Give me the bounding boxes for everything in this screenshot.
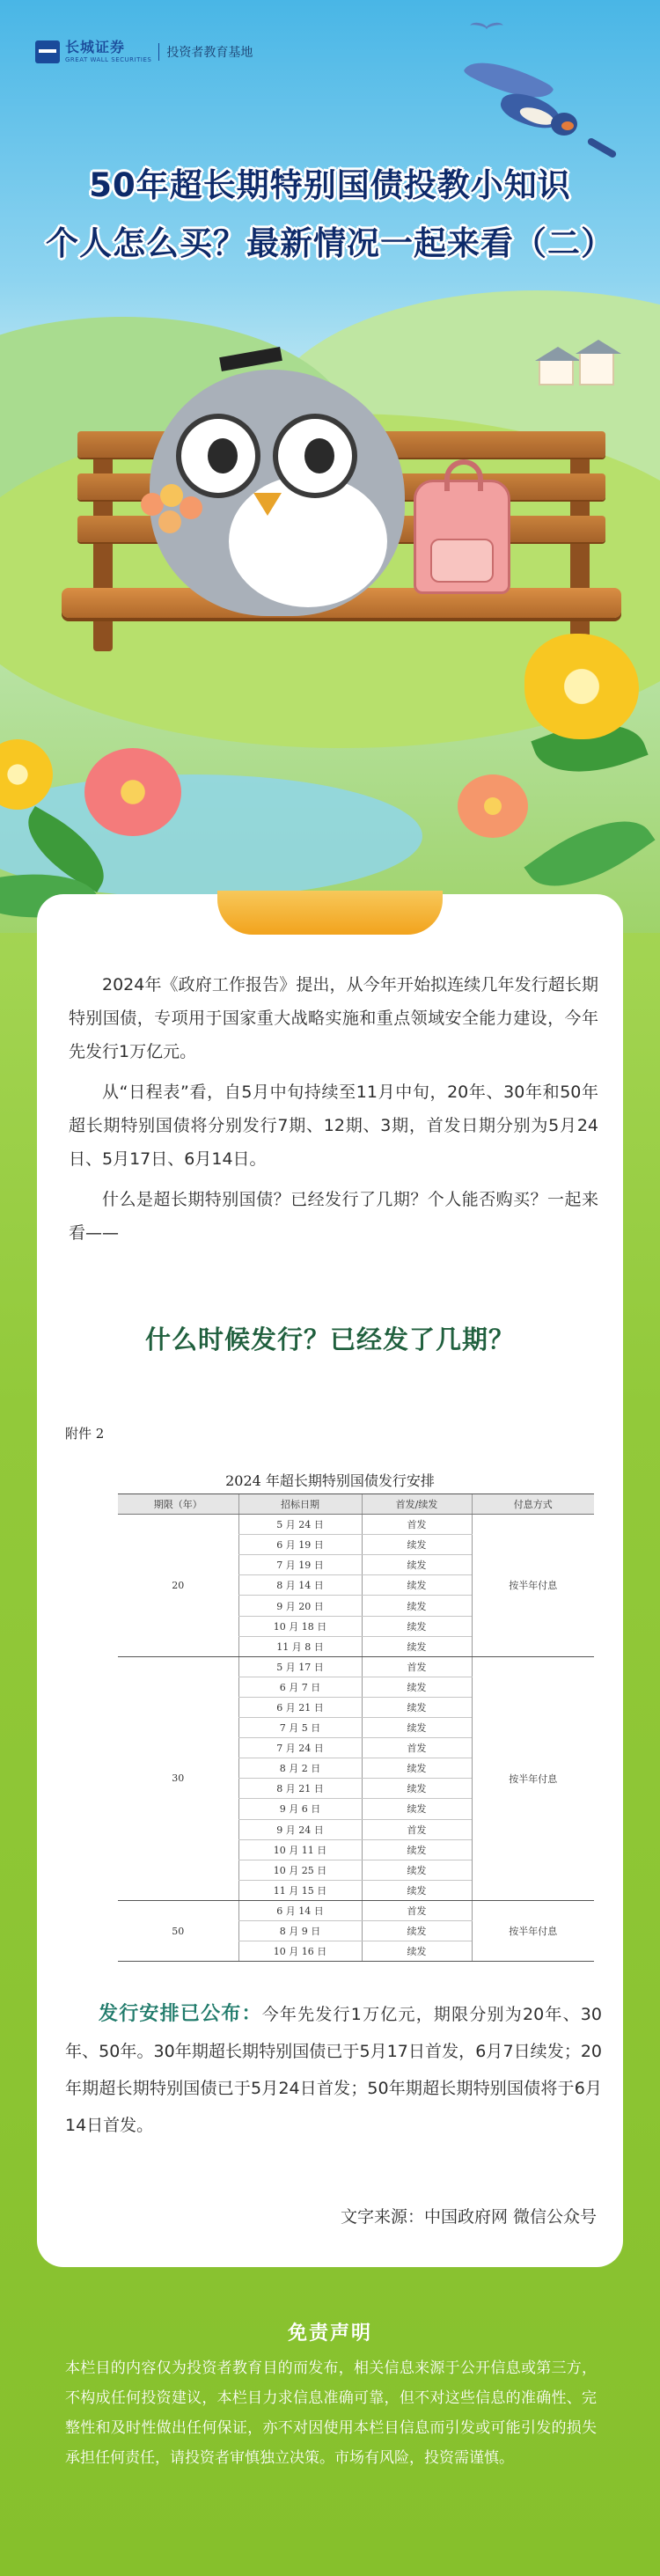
issue-type-cell: 续发 xyxy=(362,1535,472,1555)
auction-date-cell: 10 月 16 日 xyxy=(238,1941,362,1962)
issue-type-cell: 续发 xyxy=(362,1575,472,1596)
auction-date-cell: 6 月 21 日 xyxy=(238,1697,362,1717)
interest-method-cell: 按半年付息 xyxy=(472,1515,594,1657)
brand-logo xyxy=(35,37,253,67)
auction-date-cell: 5 月 24 日 xyxy=(238,1515,362,1535)
content-card xyxy=(37,894,623,2267)
header-interest-method: 付息方式 xyxy=(472,1494,594,1515)
interest-method-cell: 按半年付息 xyxy=(472,1900,594,1961)
auction-date-cell: 9 月 20 日 xyxy=(238,1596,362,1616)
auction-date-cell: 10 月 25 日 xyxy=(238,1860,362,1880)
section-title: 什么时候发行？已经发了几期？ xyxy=(144,1325,515,1354)
page-title xyxy=(0,157,660,273)
intro-section xyxy=(69,968,598,1257)
issue-type-cell: 续发 xyxy=(362,1697,472,1717)
auction-date-cell: 7 月 24 日 xyxy=(238,1738,362,1758)
header-term: 期限（年） xyxy=(118,1494,238,1515)
table-header-row xyxy=(118,1494,594,1515)
auction-date-cell: 7 月 19 日 xyxy=(238,1555,362,1575)
auction-date-cell: 10 月 18 日 xyxy=(238,1616,362,1636)
auction-date-cell: 8 月 9 日 xyxy=(238,1920,362,1941)
issue-type-cell: 续发 xyxy=(362,1799,472,1819)
auction-date-cell: 8 月 21 日 xyxy=(238,1779,362,1799)
issue-type-cell: 续发 xyxy=(362,1941,472,1962)
issue-type-cell: 首发 xyxy=(362,1900,472,1920)
arrangement-lead: 发行安排已公布： xyxy=(99,2003,262,2025)
auction-date-cell: 6 月 14 日 xyxy=(238,1900,362,1920)
title-line-2: 个人怎么买？最新情况一起来看（二） xyxy=(46,224,614,262)
auction-date-cell: 5 月 17 日 xyxy=(238,1656,362,1677)
issue-type-cell: 续发 xyxy=(362,1880,472,1900)
issue-type-cell: 首发 xyxy=(362,1515,472,1535)
issue-type-cell: 首发 xyxy=(362,1738,472,1758)
term-cell: 50 xyxy=(118,1900,238,1961)
swallow-illustration xyxy=(465,63,623,160)
source-note: 文字来源：中国政府网 微信公众号 xyxy=(340,2207,597,2227)
issue-type-cell: 续发 xyxy=(362,1616,472,1636)
disclaimer-text: 本栏目的内容仅为投资者教育目的而发布，相关信息来源于公开信息或第三方，不构成任何投资建议，本栏目力求信息准确可靠，但不对这些信息的准确性、完整性和及时性做出任何保证，亦不对因使用本栏目信息而引发或可能引发的损失承担任何责任，请投资者审慎独立决策。市场有风险，投资需谨慎。 xyxy=(65,2359,597,2467)
logo-english-name: GREAT WALL SECURITIES xyxy=(65,56,152,63)
pink-flower-icon xyxy=(458,774,528,838)
pink-flower-icon xyxy=(84,748,181,836)
logo-mark-icon xyxy=(35,40,60,63)
issue-type-cell: 续发 xyxy=(362,1636,472,1656)
intro-paragraph-3: 什么是超长期特别国债？已经发行了几期？个人能否购买？一起来看—— xyxy=(69,1190,598,1243)
houses-illustration xyxy=(539,345,635,385)
issue-type-cell: 首发 xyxy=(362,1656,472,1677)
term-cell: 20 xyxy=(118,1515,238,1657)
disclaimer-title: 免责声明 xyxy=(287,2323,372,2345)
issue-type-cell: 续发 xyxy=(362,1779,472,1799)
issue-type-cell: 续发 xyxy=(362,1839,472,1860)
issue-type-cell: 续发 xyxy=(362,1555,472,1575)
issue-type-cell: 首发 xyxy=(362,1819,472,1839)
auction-date-cell: 6 月 19 日 xyxy=(238,1535,362,1555)
hero-illustration xyxy=(0,0,660,933)
arrangement-paragraph xyxy=(65,1996,602,2144)
auction-date-cell: 9 月 24 日 xyxy=(238,1819,362,1839)
table-row xyxy=(118,1656,594,1677)
small-bird-icon xyxy=(470,23,505,35)
logo-subtitle: 投资者教育基地 xyxy=(166,46,253,60)
table-title: 2024 年超长期特别国债发行安排 xyxy=(225,1472,435,1489)
backpack-illustration xyxy=(414,480,510,594)
attachment-label: 附件 2 xyxy=(65,1426,105,1442)
header-issue-type: 首发/续发 xyxy=(362,1494,472,1515)
interest-method-cell: 按半年付息 xyxy=(472,1656,594,1900)
issue-type-cell: 续发 xyxy=(362,1596,472,1616)
auction-date-cell: 8 月 14 日 xyxy=(238,1575,362,1596)
issue-type-cell: 续发 xyxy=(362,1718,472,1738)
auction-date-cell: 10 月 11 日 xyxy=(238,1839,362,1860)
auction-date-cell: 8 月 2 日 xyxy=(238,1758,362,1779)
auction-date-cell: 11 月 15 日 xyxy=(238,1880,362,1900)
issue-type-cell: 续发 xyxy=(362,1758,472,1779)
auction-date-cell: 9 月 6 日 xyxy=(238,1799,362,1819)
header-auction-date: 招标日期 xyxy=(238,1494,362,1515)
auction-date-cell: 7 月 5 日 xyxy=(238,1718,362,1738)
title-line-1: 50年超长期特别国债投教小知识 xyxy=(89,166,571,204)
table-body xyxy=(118,1515,594,1962)
table-row xyxy=(118,1900,594,1920)
issue-type-cell: 续发 xyxy=(362,1920,472,1941)
issuance-schedule-table xyxy=(118,1493,594,1962)
auction-date-cell: 11 月 8 日 xyxy=(238,1636,362,1656)
issue-type-cell: 续发 xyxy=(362,1860,472,1880)
auction-date-cell: 6 月 7 日 xyxy=(238,1677,362,1697)
yellow-flower-icon xyxy=(524,634,639,739)
logo-name: 长城证券 xyxy=(65,39,126,55)
card-top-tab xyxy=(217,891,443,935)
logo-divider xyxy=(158,43,159,61)
intro-paragraph-2: 从“日程表”看，自5月中旬持续至11月中旬，20年、30年和50年超长期特别国债将分别发行7期、12期、3期，首发日期分别为5月24日、5月17日、6月14日。 xyxy=(69,1083,598,1169)
owl-mascot-illustration xyxy=(132,352,422,625)
term-cell: 30 xyxy=(118,1656,238,1900)
table-row xyxy=(118,1515,594,1535)
intro-paragraph-1: 2024年《政府工作报告》提出，从今年开始拟连续几年发行超长期特别国债，专项用于国家重大战略实施和重点领域安全能力建设，今年先发行1万亿元。 xyxy=(69,975,598,1061)
arrangement-text: 今年先发行1万亿元，期限分别为20年、30年、50年。30年期超长期特别国债已于5月17日首发，6月7日续发；20年期超长期特别国债已于5月24日首发；50年期超长期特别国债将于6月14日首发。 xyxy=(65,2005,602,2135)
issue-type-cell: 续发 xyxy=(362,1677,472,1697)
